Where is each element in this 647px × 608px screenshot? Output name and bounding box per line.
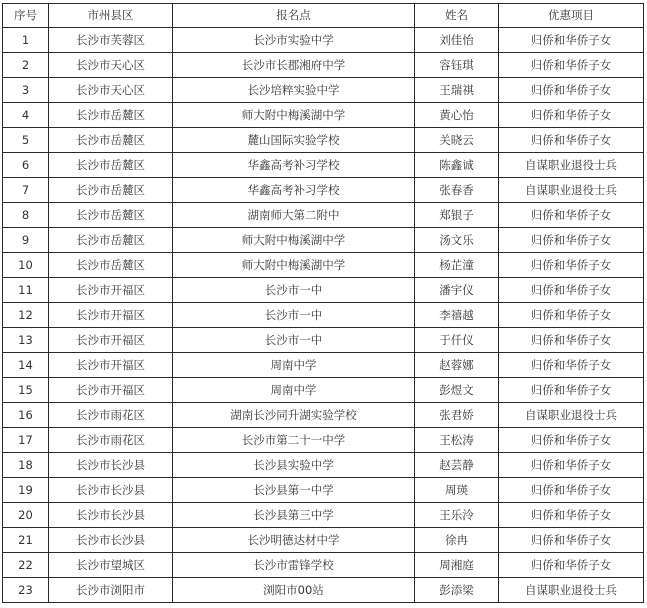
table-row: [3, 478, 644, 503]
cell-registration-site: 浏阳市00站: [173, 578, 415, 603]
cell-index: 18: [3, 453, 49, 478]
cell-district: 长沙市芙蓉区: [49, 28, 173, 53]
cell-name: 杨芷潼: [415, 253, 499, 278]
cell-name: 郑银子: [415, 203, 499, 228]
cell-index: 5: [3, 128, 49, 153]
cell-name: 张君娇: [415, 403, 499, 428]
cell-index: 11: [3, 278, 49, 303]
cell-name: 汤文乐: [415, 228, 499, 253]
table-row: [3, 553, 644, 578]
cell-index: 2: [3, 53, 49, 78]
cell-preference: 自谋职业退役士兵: [499, 578, 644, 603]
cell-district: 长沙市雨花区: [49, 428, 173, 453]
table-row: [3, 128, 644, 153]
cell-district: 长沙市开福区: [49, 303, 173, 328]
cell-registration-site: 长沙市第二十一中学: [173, 428, 415, 453]
cell-name: 潘宇仪: [415, 278, 499, 303]
header-cell-name: 姓名: [415, 4, 499, 28]
table-header: [3, 4, 644, 28]
table-row: [3, 78, 644, 103]
cell-registration-site: 长沙市一中: [173, 303, 415, 328]
cell-registration-site: 周南中学: [173, 378, 415, 403]
cell-registration-site: 师大附中梅溪湖中学: [173, 253, 415, 278]
header-cell-index: 序号: [3, 4, 49, 28]
roster-table: [2, 3, 644, 603]
table-row: [3, 278, 644, 303]
cell-district: 长沙市长沙县: [49, 528, 173, 553]
cell-preference: 归侨和华侨子女: [499, 328, 644, 353]
table-row: [3, 403, 644, 428]
cell-district: 长沙市岳麓区: [49, 203, 173, 228]
cell-district: 长沙市开福区: [49, 378, 173, 403]
table-body: [3, 28, 644, 603]
cell-preference: 自谋职业退役士兵: [499, 403, 644, 428]
cell-preference: 归侨和华侨子女: [499, 278, 644, 303]
cell-district: 长沙市开福区: [49, 353, 173, 378]
table-row: [3, 578, 644, 603]
table-row: [3, 103, 644, 128]
cell-registration-site: 湖南长沙同升湖实验学校: [173, 403, 415, 428]
cell-index: 1: [3, 28, 49, 53]
cell-registration-site: 长沙县第一中学: [173, 478, 415, 503]
table-row: [3, 428, 644, 453]
cell-preference: 自谋职业退役士兵: [499, 153, 644, 178]
table-row: [3, 178, 644, 203]
table-row: [3, 303, 644, 328]
cell-preference: 归侨和华侨子女: [499, 253, 644, 278]
cell-registration-site: 长沙县实验中学: [173, 453, 415, 478]
cell-index: 6: [3, 153, 49, 178]
cell-name: 黄心怡: [415, 103, 499, 128]
cell-index: 20: [3, 503, 49, 528]
cell-registration-site: 华鑫高考补习学校: [173, 153, 415, 178]
cell-name: 陈鑫诚: [415, 153, 499, 178]
cell-district: 长沙市岳麓区: [49, 228, 173, 253]
cell-preference: 归侨和华侨子女: [499, 203, 644, 228]
cell-district: 长沙市岳麓区: [49, 103, 173, 128]
cell-registration-site: 师大附中梅溪湖中学: [173, 228, 415, 253]
cell-preference: 归侨和华侨子女: [499, 103, 644, 128]
cell-index: 10: [3, 253, 49, 278]
cell-preference: 归侨和华侨子女: [499, 53, 644, 78]
table-row: [3, 328, 644, 353]
cell-preference: 归侨和华侨子女: [499, 453, 644, 478]
cell-index: 23: [3, 578, 49, 603]
cell-preference: 归侨和华侨子女: [499, 503, 644, 528]
cell-index: 19: [3, 478, 49, 503]
cell-index: 9: [3, 228, 49, 253]
cell-name: 刘佳怡: [415, 28, 499, 53]
table-row: [3, 53, 644, 78]
cell-index: 14: [3, 353, 49, 378]
table-row: [3, 453, 644, 478]
cell-registration-site: 长沙市实验中学: [173, 28, 415, 53]
cell-index: 22: [3, 553, 49, 578]
cell-preference: 归侨和华侨子女: [499, 78, 644, 103]
cell-preference: 归侨和华侨子女: [499, 28, 644, 53]
cell-index: 15: [3, 378, 49, 403]
cell-index: 16: [3, 403, 49, 428]
cell-name: 王松涛: [415, 428, 499, 453]
table-row: [3, 153, 644, 178]
cell-district: 长沙市天心区: [49, 53, 173, 78]
cell-district: 长沙市开福区: [49, 328, 173, 353]
header-row: [3, 4, 644, 28]
cell-district: 长沙市望城区: [49, 553, 173, 578]
cell-district: 长沙市长沙县: [49, 453, 173, 478]
cell-registration-site: 长沙培粹实验中学: [173, 78, 415, 103]
cell-district: 长沙市岳麓区: [49, 153, 173, 178]
cell-preference: 归侨和华侨子女: [499, 428, 644, 453]
cell-district: 长沙市岳麓区: [49, 178, 173, 203]
cell-district: 长沙市天心区: [49, 78, 173, 103]
cell-registration-site: 长沙县第三中学: [173, 503, 415, 528]
header-cell-district: 市州县区: [49, 4, 173, 28]
cell-registration-site: 周南中学: [173, 353, 415, 378]
cell-preference: 归侨和华侨子女: [499, 228, 644, 253]
header-cell-registration-site: 报名点: [173, 4, 415, 28]
cell-registration-site: 华鑫高考补习学校: [173, 178, 415, 203]
table-row: [3, 528, 644, 553]
table-row: [3, 503, 644, 528]
cell-registration-site: 师大附中梅溪湖中学: [173, 103, 415, 128]
table-row: [3, 28, 644, 53]
cell-name: 赵芸静: [415, 453, 499, 478]
cell-registration-site: 长沙市一中: [173, 278, 415, 303]
cell-name: 彭煜文: [415, 378, 499, 403]
cell-index: 4: [3, 103, 49, 128]
cell-name: 王瑞祺: [415, 78, 499, 103]
cell-district: 长沙市浏阳市: [49, 578, 173, 603]
cell-name: 徐冉: [415, 528, 499, 553]
cell-preference: 归侨和华侨子女: [499, 478, 644, 503]
cell-registration-site: 长沙市长郡湘府中学: [173, 53, 415, 78]
cell-registration-site: 长沙市一中: [173, 328, 415, 353]
cell-index: 8: [3, 203, 49, 228]
table-row: [3, 353, 644, 378]
cell-name: 周湘庭: [415, 553, 499, 578]
cell-district: 长沙市开福区: [49, 278, 173, 303]
header-cell-preference: 优惠项目: [499, 4, 644, 28]
cell-registration-site: 长沙市雷锋学校: [173, 553, 415, 578]
cell-name: 李禧越: [415, 303, 499, 328]
cell-registration-site: 长沙明德达材中学: [173, 528, 415, 553]
cell-district: 长沙市岳麓区: [49, 128, 173, 153]
cell-name: 赵蓉娜: [415, 353, 499, 378]
table-row: [3, 378, 644, 403]
cell-preference: 归侨和华侨子女: [499, 303, 644, 328]
cell-index: 7: [3, 178, 49, 203]
cell-registration-site: 麓山国际实验学校: [173, 128, 415, 153]
cell-index: 12: [3, 303, 49, 328]
cell-preference: 归侨和华侨子女: [499, 528, 644, 553]
cell-name: 彭添梁: [415, 578, 499, 603]
cell-preference: 归侨和华侨子女: [499, 378, 644, 403]
cell-preference: 自谋职业退役士兵: [499, 178, 644, 203]
cell-preference: 归侨和华侨子女: [499, 353, 644, 378]
cell-index: 3: [3, 78, 49, 103]
cell-registration-site: 湖南师大第二附中: [173, 203, 415, 228]
cell-preference: 归侨和华侨子女: [499, 128, 644, 153]
table-row: [3, 203, 644, 228]
cell-district: 长沙市长沙县: [49, 503, 173, 528]
cell-index: 21: [3, 528, 49, 553]
cell-index: 13: [3, 328, 49, 353]
cell-name: 张春香: [415, 178, 499, 203]
table-row: [3, 228, 644, 253]
cell-name: 容钰琪: [415, 53, 499, 78]
cell-name: 王乐泠: [415, 503, 499, 528]
cell-district: 长沙市长沙县: [49, 478, 173, 503]
cell-preference: 归侨和华侨子女: [499, 553, 644, 578]
table-row: [3, 253, 644, 278]
cell-name: 关晓云: [415, 128, 499, 153]
cell-name: 周瑛: [415, 478, 499, 503]
cell-name: 于仟仪: [415, 328, 499, 353]
cell-district: 长沙市雨花区: [49, 403, 173, 428]
cell-district: 长沙市岳麓区: [49, 253, 173, 278]
cell-index: 17: [3, 428, 49, 453]
